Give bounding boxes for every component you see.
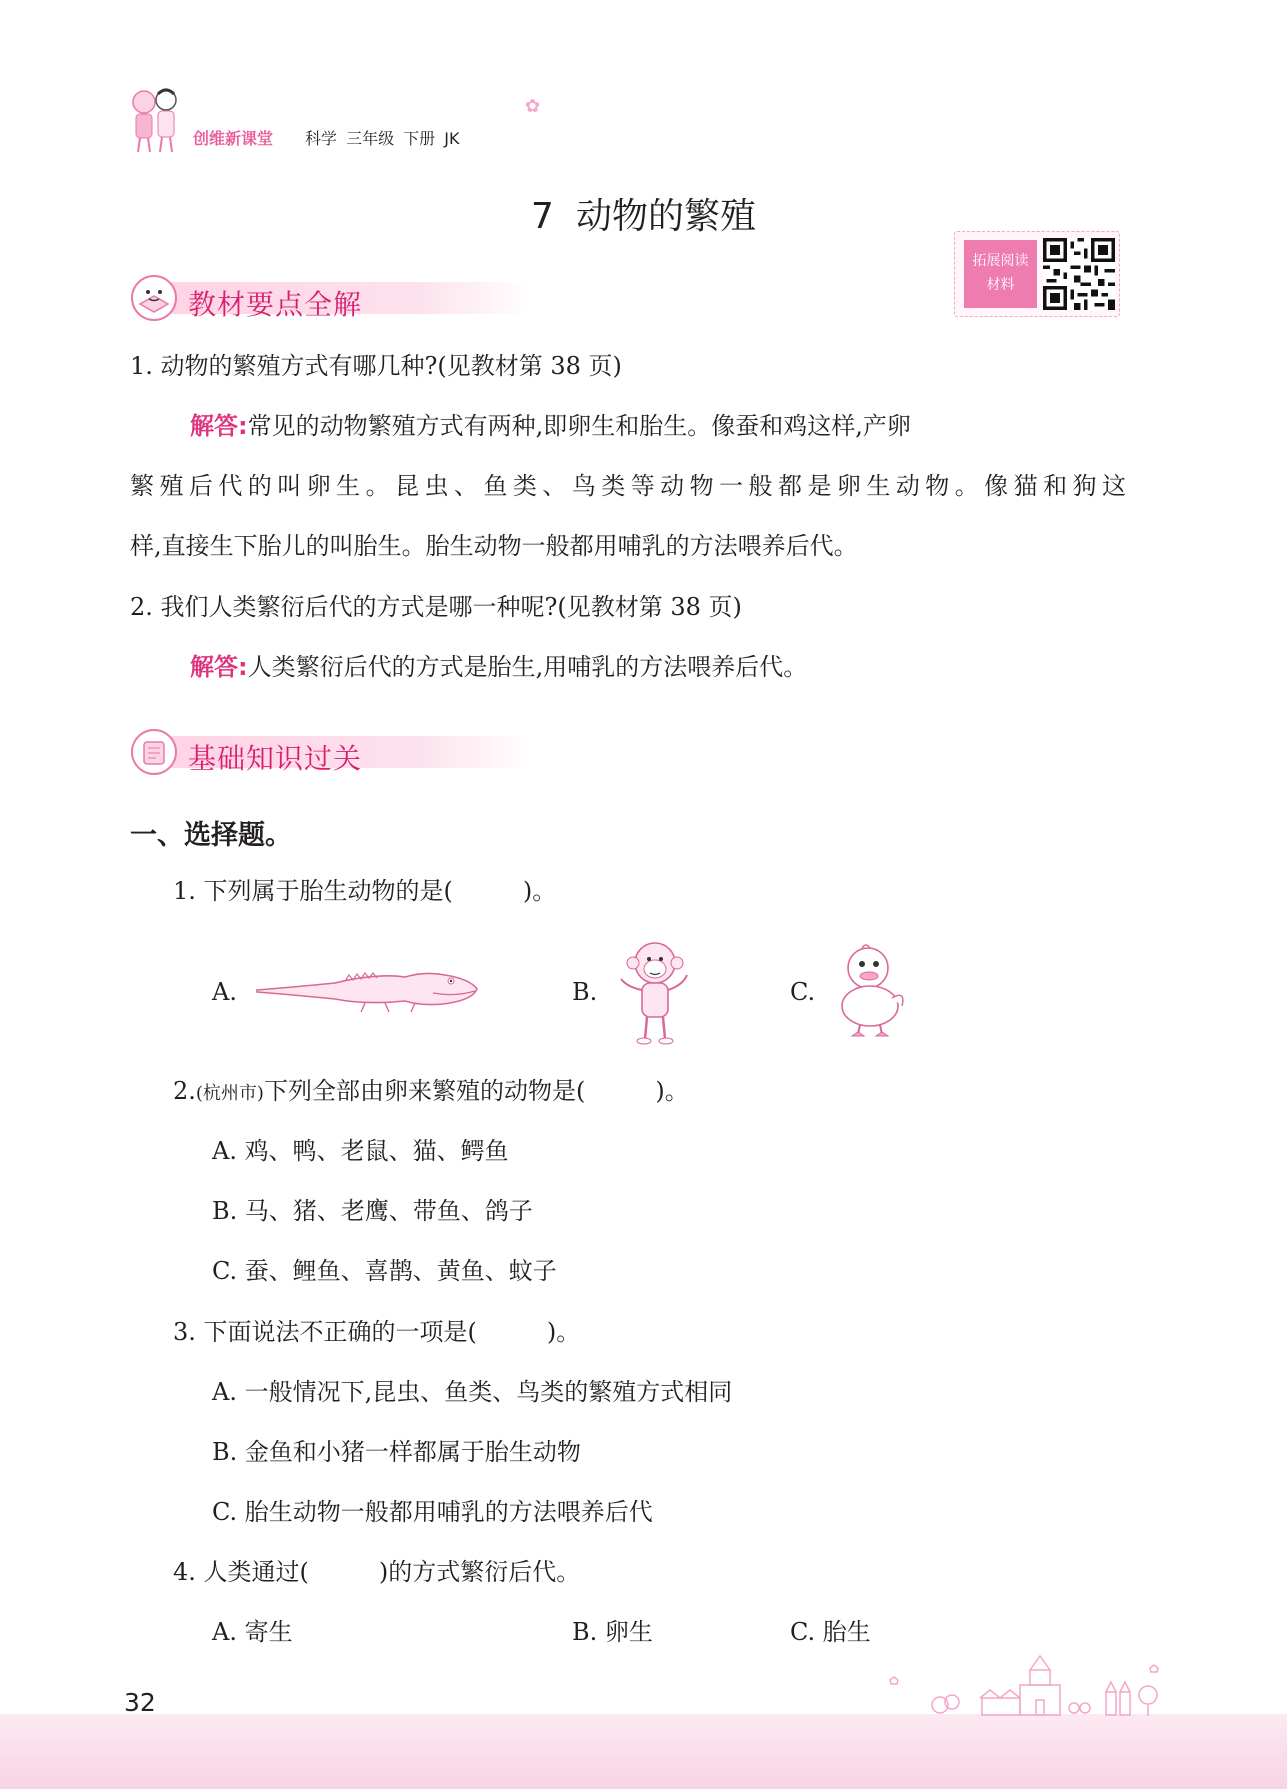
choice-question-4 — [173, 1554, 580, 1590]
q3-option-b: B. 金鱼和小猪一样都属于胎生动物 — [212, 1438, 581, 1466]
header-brand: 创维新课堂 — [193, 129, 274, 148]
header-book-info: 科学 三年级 下册 JK — [305, 129, 460, 148]
answer-label: 解答: — [190, 412, 248, 440]
q1-stem-end: )。 — [522, 877, 557, 905]
q3-stem: 3. 下面说法不正确的一项是( — [173, 1318, 477, 1346]
q1-option-b-label: B. — [572, 978, 598, 1006]
qr-label-line2: 材料 — [986, 277, 1015, 293]
castle-trees-decoration-icon — [880, 1650, 1170, 1720]
q4-stem: 4. 人类通过( — [173, 1558, 309, 1586]
section-banner-basics — [130, 728, 540, 776]
answer-1-line-3: 样,直接生下胎儿的叫胎生。胎生动物一般都用哺乳的方法喂养后代。 — [130, 532, 858, 560]
q1-option-c-label: C. — [790, 978, 816, 1006]
q1-stem: 1. 下列属于胎生动物的是( — [173, 877, 453, 905]
section-banner-textbook — [130, 274, 540, 322]
question-1: 1. 动物的繁殖方式有哪几种?(见教材第 38 页) — [130, 352, 622, 380]
page-number: 32 — [124, 1688, 156, 1717]
qr-code-icon[interactable] — [1043, 238, 1115, 310]
q2-option-b: B. 马、猪、老鹰、带鱼、鸽子 — [212, 1197, 533, 1225]
crocodile-icon — [255, 965, 480, 1015]
q1-option-a-label: A. — [212, 978, 237, 1006]
q4-stem-end: )的方式繁衍后代。 — [378, 1558, 581, 1586]
book-mascot-icon — [130, 274, 178, 322]
q2-option-c: C. 蚕、鲤鱼、喜鹊、黄鱼、蚊子 — [212, 1257, 557, 1285]
qr-label — [964, 240, 1037, 308]
q4-option-a: A. 寄生 — [212, 1618, 293, 1646]
q2-option-a: A. 鸡、鸭、老鼠、猫、鳄鱼 — [212, 1137, 509, 1165]
monkey-icon — [615, 935, 700, 1047]
duckling-icon — [832, 940, 910, 1040]
choice-question-2 — [173, 1073, 689, 1112]
answer-2 — [190, 649, 807, 685]
q2-source: (杭州市) — [195, 1083, 264, 1104]
answer-1-line-1 — [190, 408, 911, 444]
section-title: 基础知识过关 — [188, 742, 363, 775]
q4-option-c: C. 胎生 — [790, 1618, 871, 1646]
extended-reading-qr-box[interactable] — [954, 231, 1120, 317]
q2-number: 2. — [173, 1077, 196, 1105]
chapter-number: 7 — [531, 196, 554, 237]
section-title: 教材要点全解 — [188, 288, 363, 321]
question-2: 2. 我们人类繁衍后代的方式是哪一种呢?(见教材第 38 页) — [130, 593, 742, 621]
qr-label-line1: 拓展阅读 — [972, 253, 1029, 269]
q3-option-c: C. 胎生动物一般都用哺乳的方法喂养后代 — [212, 1498, 653, 1526]
answer-label: 解答: — [190, 653, 248, 681]
q4-option-b: B. 卵生 — [572, 1618, 653, 1646]
choice-question-3 — [173, 1314, 580, 1350]
q2-stem-end: )。 — [655, 1077, 689, 1105]
q2-stem: 下列全部由卵来繁殖的动物是( — [263, 1077, 586, 1105]
answer-1-line-2: 繁殖后代的叫卵生。昆虫、鱼类、鸟类等动物一般都是卵生动物。像猫和狗这 — [130, 472, 1126, 500]
q3-stem-end: )。 — [546, 1318, 581, 1346]
q3-option-a: A. 一般情况下,昆虫、鱼类、鸟类的繁殖方式相同 — [212, 1378, 733, 1406]
student-mascot-icon — [130, 728, 178, 776]
chapter-name: 动物的繁殖 — [575, 196, 756, 237]
cartoon-kids-logo-icon — [128, 86, 183, 156]
part-title-multiple-choice: 一、选择题。 — [130, 820, 292, 851]
flower-decoration-icon: ✿ — [525, 96, 541, 117]
footer-band — [0, 1714, 1287, 1789]
answer-1-text-start: 常见的动物繁殖方式有两种,即卵生和胎生。像蚕和鸡这样,产卵 — [247, 412, 911, 440]
choice-question-1 — [173, 873, 556, 909]
answer-2-text: 人类繁衍后代的方式是胎生,用哺乳的方法喂养后代。 — [247, 653, 808, 681]
